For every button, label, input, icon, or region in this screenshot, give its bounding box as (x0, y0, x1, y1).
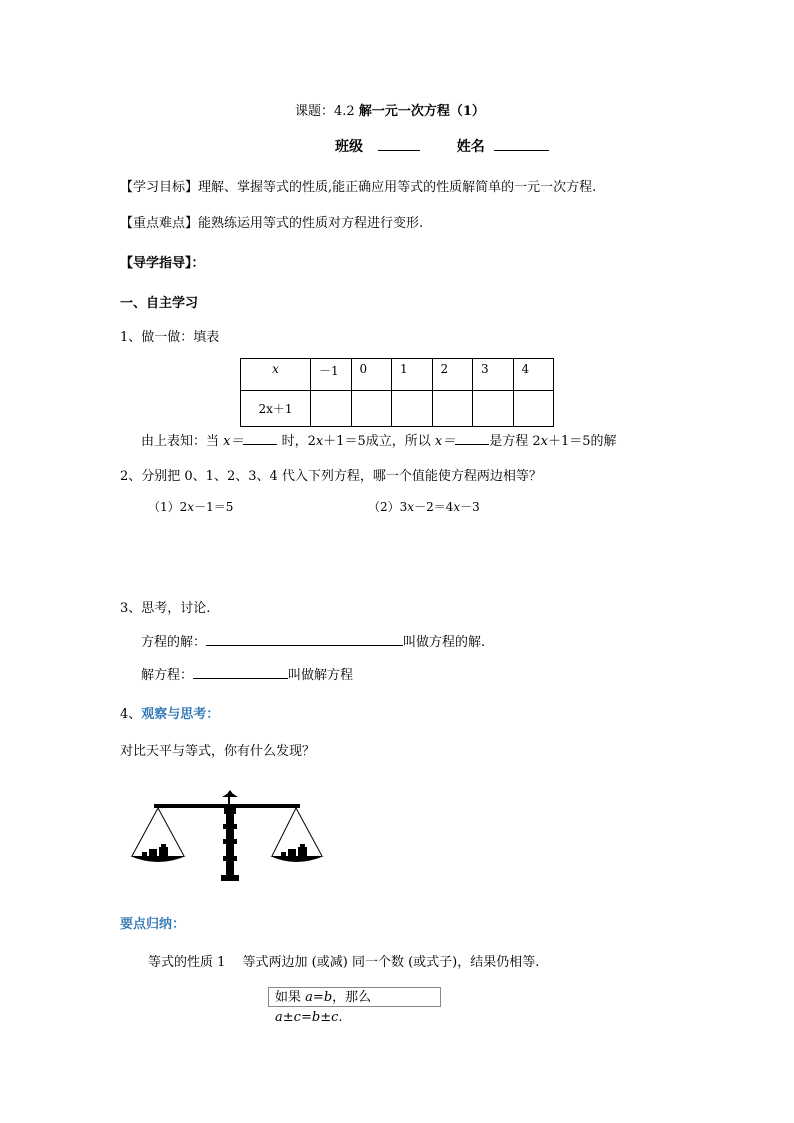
equation-1: （1）2x－1＝5 (148, 500, 234, 514)
section-self-study: 一、自主学习 (120, 296, 199, 311)
table-cell: 2 (432, 359, 473, 391)
table-blank-cell[interactable] (392, 391, 433, 427)
fill-blank[interactable] (193, 664, 288, 679)
fill-blank[interactable] (243, 430, 277, 445)
name-label: 姓名 (456, 139, 485, 155)
table-blank-cell[interactable] (513, 391, 554, 427)
summary-heading: 要点归纳： (120, 917, 186, 932)
table-blank-cell[interactable] (432, 391, 473, 427)
guide-heading: 【导学指导】： (120, 256, 205, 271)
table-row (241, 359, 554, 391)
table-cell: 4 (513, 359, 554, 391)
table-blank-cell[interactable] (351, 391, 392, 427)
value-table (240, 358, 554, 427)
class-blank[interactable] (378, 136, 420, 151)
q3-label: 3、思考，讨论. (120, 601, 211, 616)
key-points: 【重点难点】能熟练运用等式的性质对方程进行变形. (120, 216, 424, 231)
table-cell: 3 (473, 359, 514, 391)
table-header-2x1: 2x＋1 (241, 391, 311, 427)
table-row (241, 391, 554, 427)
table-blank-cell[interactable] (311, 391, 352, 427)
fill-blank[interactable] (206, 631, 403, 646)
name-blank[interactable] (494, 136, 549, 151)
property-1: 等式的性质 1 等式两边加 (或减) 同一个数 (或式子)，结果仍相等. (148, 955, 540, 970)
page-title: 课题：4.2 解一元一次方程（1） (295, 104, 485, 119)
q3-line2: 解方程： 叫做解方程 (141, 664, 353, 683)
table-header-x: x (241, 359, 311, 391)
table-blank-cell[interactable] (473, 391, 514, 427)
q4-text: 对比天平与等式，你有什么发现？ (120, 744, 316, 759)
q3-line1: 方程的解： 叫做方程的解. (141, 631, 485, 650)
q2-label: 2、分别把 0、1、2、3、4 代入下列方程，哪一个值能使方程两边相等？ (120, 469, 542, 484)
table-cell: －1 (311, 359, 352, 391)
fill-blank[interactable] (455, 430, 489, 445)
q1-conclusion: 由上表知：当 x＝ 时，2x＋1＝5成立，所以 x＝ 是方程 2x＋1＝5的解 (141, 430, 617, 449)
formula-box: 如果 a=b，那么 a±c=b±c. (268, 987, 441, 1007)
table-cell: 1 (392, 359, 433, 391)
q1-label: 1、做一做：填表 (120, 330, 220, 345)
table-cell: 0 (351, 359, 392, 391)
q4-label: 4、观察与思考： (120, 707, 220, 722)
equation-2: （2）3x－2＝4x－3 (368, 500, 480, 514)
balance-scale-icon (128, 790, 333, 885)
learning-goals: 【学习目标】理解、掌握等式的性质,能正确应用等式的性质解简单的一元一次方程. (120, 180, 597, 195)
class-label: 班级 (335, 139, 363, 155)
class-name-row (335, 136, 549, 156)
